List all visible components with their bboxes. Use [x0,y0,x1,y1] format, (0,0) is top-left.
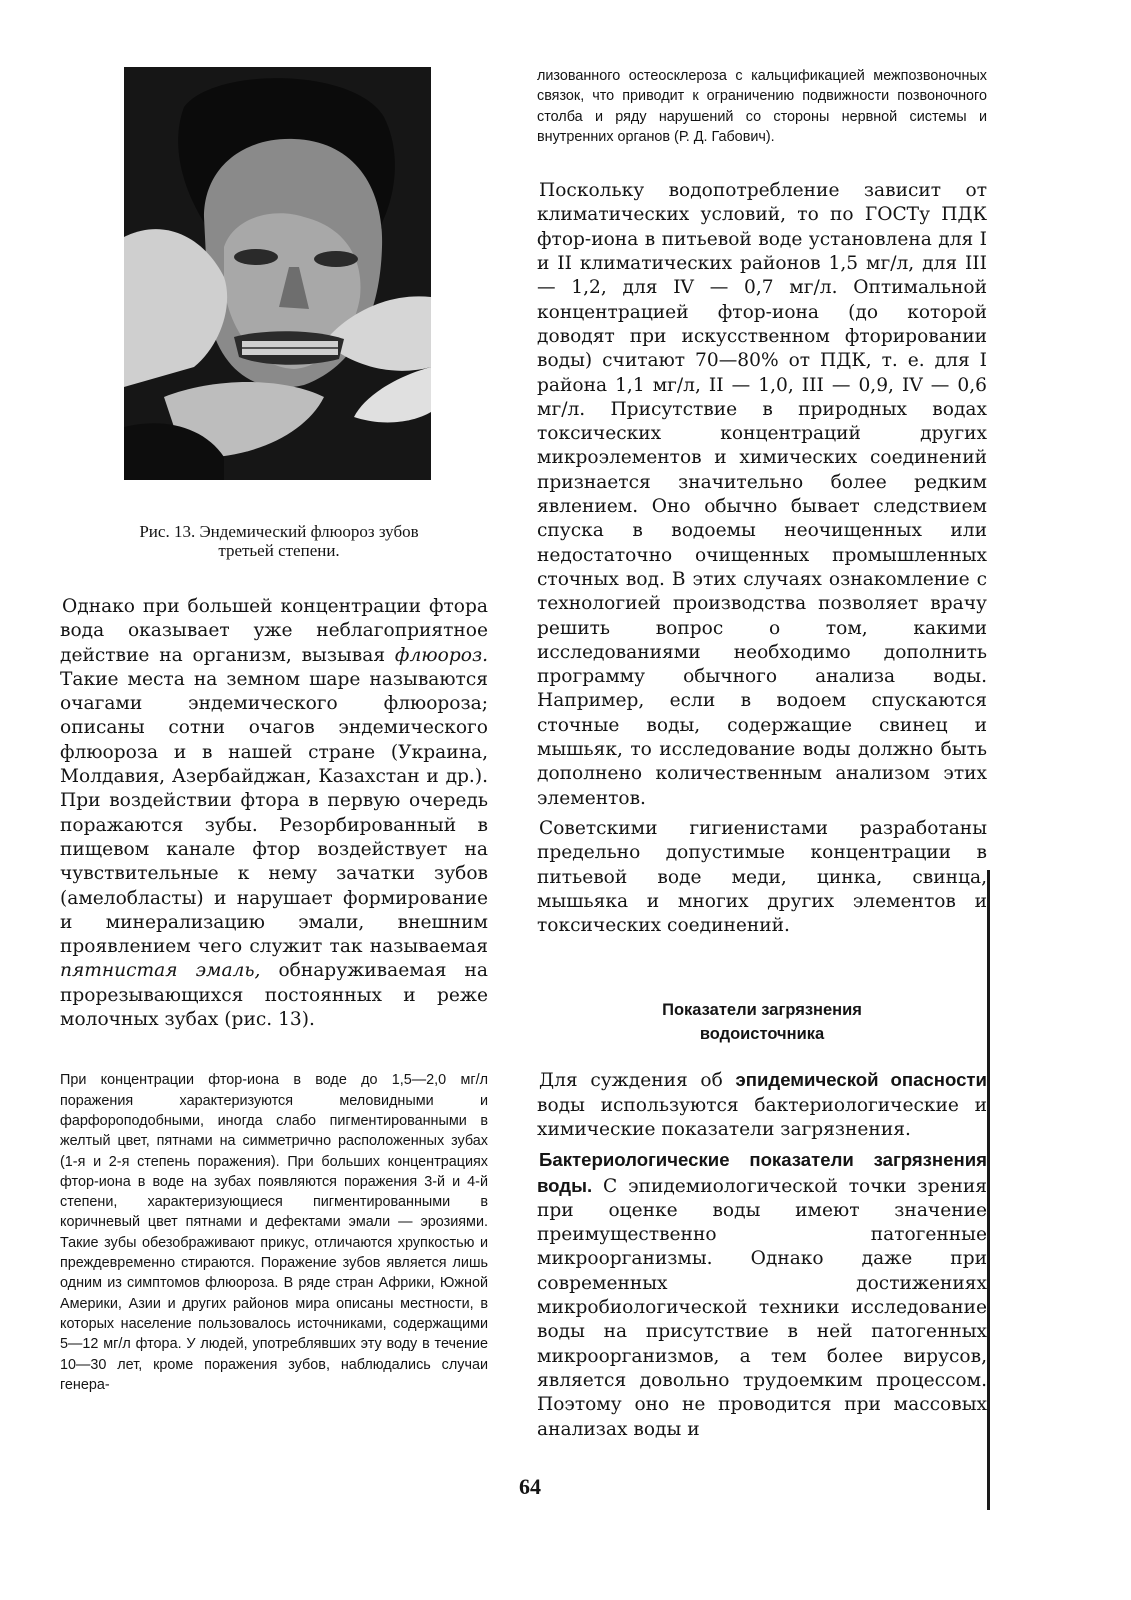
caption-line-1: Рис. 13. Эндемический флюороз зубов [139,522,419,541]
photo-illustration [124,67,431,480]
right-column [537,66,987,1442]
term-epidemic-danger: эпидемической опасности [735,1069,987,1091]
term-mottled-enamel: пятнистая эмаль, [60,960,261,982]
endemic-fluorosis-photo [124,67,431,480]
paragraph-epidemic-danger [537,1068,987,1142]
page-number: 64 [519,1474,541,1499]
text-run: Однако при большей концентрации фтора вода оказывает уже неблагоприятное действие на организм, вызывая [60,596,488,666]
section-heading [537,998,987,1046]
small-print-continuation: лизованного остеосклероза с кальцификацией межпозвоночных связок, что приводит к ограничению подвижности позвоночного столба и ряду нарушений со стороны нервной системы и внутренних органов (Р. Д. Габович). [537,68,987,145]
heading-line-1: Показатели загрязнения [662,1001,862,1020]
paragraph-bacteriological [537,1148,987,1442]
figure-caption [70,522,488,560]
term-bacteriological-indicators: Бактериологические показатели загрязнения воды. [537,1149,987,1196]
heading-line-2: водоисточника [699,1025,825,1044]
text-run: Для суждения об [539,1070,736,1092]
paragraph-pdk: Поскольку водопотребление зависит от климатических условий, то по ГОСТу ПДК фтор-иона в питьевой воде установлена для I и II климатических районов 1,5 мг/л, для III — 1,2, для IV — 0,7 мг/л. Оптимальной концентрацией фтор-иона (до которой доводят при искусственном фторировании воды) считают 70—80% от ПДК, т. е. для I района 1,1 мг/л, II — 1,0, III — 0,9, IV — 0,6 мг/л. Присутствие в природных водах токсических концентраций других микроэлементов и химических соединений признается значительно более редким явлением. Оно обычно бывает следствием спуска в водоемы неочищенных или недостаточно очищенных промышленных сточных вод. В этих случаях ознакомление с технологией производства позволяет врачу решить вопрос о том, какими исследованиями необходимо дополнить программу обычного анализа воды. Например, если в водоем спускаются сточные воды, содержащие свинец и мышьяк, то исследование воды должно быть дополнено количественным анализом этих элементов. [537,180,987,809]
paragraph-soviet-hygienists: Советскими гигиенистами разработаны предельно допустимые концентрации в питьевой воде меди, цинка, свинца, мышьяка и многих других элементов и токсических соединений. [537,817,987,937]
text-run: Такие места на земном шаре называются очагами эндемического флюороза; описаны сотни очагов эндемического флюороза и в нашей стране (Украина, Молдавия, Азербайджан, Казахстан и др.). При воздействии фтора в первую очередь поражаются зубы. Резорбированный в пищевом канале фтор воздействует на чувствительные к нему зачатки зубов (амелобласты) и нарушает формирование и минерализацию эмали, внешним проявлением чего служит так называемая [60,668,488,958]
text-run: С эпидемиологической точки зрения при оценке воды имеют значение преимущественно патогенные микроорганизмы. Однако даже при современных достижениях микробиологической техники исследование воды на присутствие в ней патогенных микроорганизмов, а тем более вирусов, является довольно трудоемким процессом. Поэтому оно не проводится при массовых анализах воды и [537,1175,987,1440]
paragraph-fluorosis [60,595,488,1032]
left-column [60,595,488,1395]
term-fluorosis: флюороз. [394,644,488,666]
page-edge-line [987,870,990,1510]
small-print-note: При концентрации фтор-иона в воде до 1,5—2,0 мг/л поражения характеризуются меловидными и фарфороподобными, иногда слабо пигментированными в желтый цвет, пятнами на симметрично расположенных зубах (1-я и 2-я степень поражения). При больших концентрациях фтор-иона в воде на зубах появляются поражения 3-й и 4-й степени, характеризующиеся пигментированными в коричневый цвет пятнами и дефектами эмали — эрозиями. Такие зубы обезображивают прикус, отличаются хрупкостью и преждевременно стираются. Поражение зубов является лишь одним из симптомов флюороза. В ряде стран Африки, Южной Америки, Азии и других районов мира описаны местности, в которых население пользовалось источниками, содержащими 5—12 мг/л фтора. У людей, употреблявших эту воду в течение 10—30 лет, кроме поражения зубов, наблюдались случаи генера- [60,1072,488,1393]
text-run: обнаруживаемая на прорезывающихся постоянных и реже молочных зубах (рис. 13). [60,960,488,1031]
text-run: воды используются бактериологические и химические показатели загрязнения. [537,1094,987,1140]
caption-line-2: третьей степени. [218,541,340,560]
